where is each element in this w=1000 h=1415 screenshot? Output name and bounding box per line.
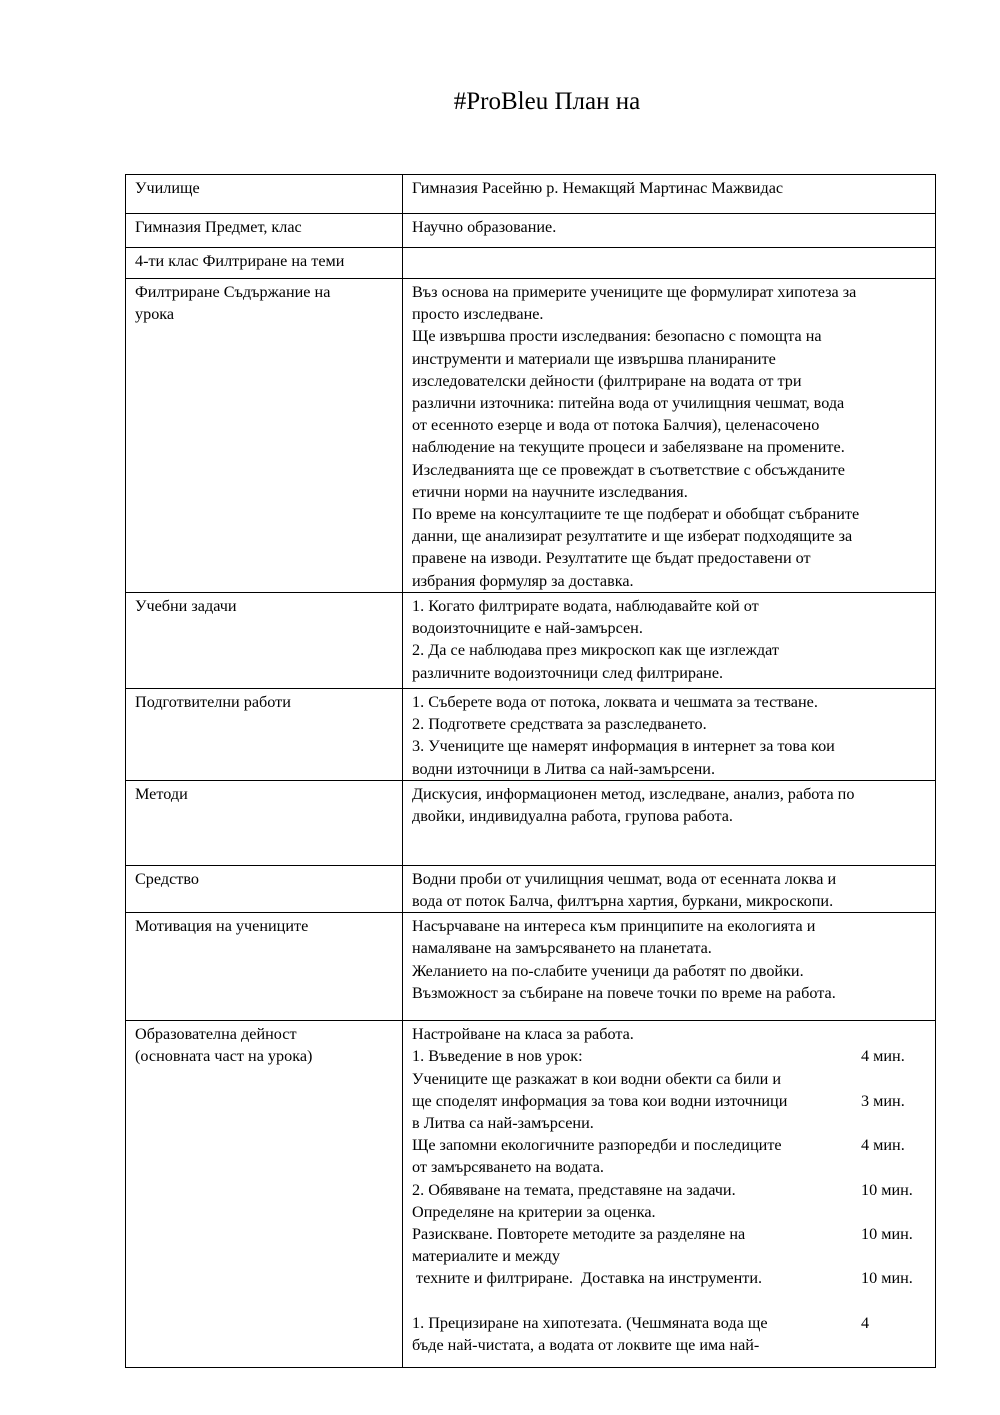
activity-line: Определяне на критерии за оценка. xyxy=(412,1202,656,1221)
activity-line xyxy=(412,1290,853,1312)
activity-line: бъде най-чистата, а водата от локвите ще има най- xyxy=(412,1336,760,1355)
activity-line: Ще запомни екологичните разпоредби и последиците xyxy=(412,1136,782,1155)
row-subject xyxy=(126,214,936,248)
value-content xyxy=(403,279,936,593)
text-line: 3. Учениците ще намерят информация в интернет за това кои xyxy=(412,737,835,756)
row-motivation xyxy=(126,913,936,1021)
text-line: Възможност за събиране на повече точки по време на работа. xyxy=(412,983,836,1002)
text-line: водоизточниците е най-замърсен. xyxy=(412,619,643,638)
label-school: Училище xyxy=(126,175,403,214)
activity-line: Настройване на класа за работа. xyxy=(412,1025,634,1044)
text-line: Желанието на по-слабите ученици да работят по двойки. xyxy=(412,961,804,980)
row-activity xyxy=(126,1021,936,1368)
time-cell: 4 мин. xyxy=(861,1136,905,1155)
value-subject: Научно образование. xyxy=(403,214,936,248)
time-cell: 10 мин. xyxy=(861,1180,913,1199)
label-line: Филтриране Съдържание на xyxy=(135,283,331,301)
row-grade xyxy=(126,248,936,279)
text-line: 1. Когато филтрирате водата, наблюдавайте кой от xyxy=(412,597,759,615)
value-grade xyxy=(403,248,936,279)
text-line: различни източника: питейна вода от училищния чешмат, вода xyxy=(412,394,845,413)
value-means xyxy=(403,865,936,912)
text-line: 2. Да се наблюдава през микроскоп как ще изглеждат xyxy=(412,641,779,660)
activity-schedule xyxy=(403,1021,935,1367)
text-line: просто изследване. xyxy=(412,305,544,324)
text-line: избрания формуляр за доставка. xyxy=(412,571,634,590)
text-line: вода от поток Балча, филтърна хартия, буркани, микроскопи. xyxy=(412,892,834,911)
activity-line: 1. Прецизиране на хипотезата. (Чешмяната вода ще xyxy=(412,1313,768,1332)
time-cell: 4 xyxy=(861,1313,870,1332)
text-line: Ще извършва прости изследвания: безопасно с помощта на xyxy=(412,327,822,346)
text-line: 1. Съберете вода от потока, локвата и чешмата за тестване. xyxy=(412,693,818,711)
text-line: различните водоизточници след филтриране. xyxy=(412,663,724,682)
label-means: Средство xyxy=(126,865,403,912)
row-methods xyxy=(126,780,936,865)
text-line: двойки, индивидуална работа, групова работа. xyxy=(412,807,733,826)
row-school xyxy=(126,175,936,214)
value-school: Гимназия Расейню р. Немакщяй Мартинас Мажвидас xyxy=(403,175,936,214)
activity-line: 1. Въведение в нов урок: xyxy=(412,1047,583,1066)
activity-line: Разискване. Повторете методите за разделяне на xyxy=(412,1225,746,1244)
time-cell xyxy=(861,1245,935,1267)
page-title: #ProBleu План на xyxy=(453,88,641,115)
row-content xyxy=(126,279,936,593)
time-cell: 3 мин. xyxy=(861,1091,905,1110)
label-methods: Методи xyxy=(126,780,403,865)
row-tasks xyxy=(126,593,936,689)
lesson-plan-table xyxy=(125,174,936,1368)
text-line: изследователски дейности (филтриране на водата от три xyxy=(412,371,802,390)
text-line: етични норми на научните изследвания. xyxy=(412,482,688,501)
time-column xyxy=(861,1021,935,1367)
label-prep: Подготвителни работи xyxy=(126,689,403,781)
value-tasks xyxy=(403,593,936,689)
row-prep xyxy=(126,689,936,781)
value-methods xyxy=(403,780,936,865)
text-line: данни, ще анализират резултатите и ще изберат подходящите за xyxy=(412,527,853,546)
activity-line: ще споделят информация за това кои водни източници xyxy=(412,1091,788,1110)
activity-line: материалите и между xyxy=(412,1247,560,1266)
activity-line: техните и филтриране. Доставка на инструменти. xyxy=(412,1269,763,1288)
label-line: урока xyxy=(135,305,175,324)
time-cell xyxy=(861,1156,935,1178)
row-means xyxy=(126,865,936,912)
text-line: инструменти и материали ще извършва планираните xyxy=(412,349,776,368)
text-line: Водни проби от училищния чешмат, вода от есенната локва и xyxy=(412,869,837,888)
time-cell: 10 мин. xyxy=(861,1225,913,1244)
time-cell xyxy=(861,1112,935,1134)
time-cell xyxy=(861,1334,935,1356)
text-line: правене на изводи. Резултатите ще бъдат предоставени от xyxy=(412,549,811,568)
text-line: намаляване на замърсяването на планетата. xyxy=(412,939,712,958)
activity-line: от замърсяването на водата. xyxy=(412,1158,604,1177)
time-cell xyxy=(861,1023,935,1045)
text-line: По време на консултациите те ще подберат и обобщат събраните xyxy=(412,505,860,524)
label-subject: Гимназия Предмет, клас xyxy=(126,214,403,248)
time-cell: 4 мин. xyxy=(861,1047,905,1066)
text-line: 2. Подгответе средствата за разследването. xyxy=(412,715,707,734)
text-line: наблюдение на текущите процеси и забелязване на промените. xyxy=(412,438,845,457)
label-line: (основната част на урока) xyxy=(135,1047,313,1066)
label-content xyxy=(126,279,403,593)
time-cell: 10 мин. xyxy=(861,1269,913,1288)
label-motivation: Мотивация на учениците xyxy=(126,913,403,1021)
label-grade: 4-ти клас Филтриране на теми xyxy=(126,248,403,279)
text-line: от есенното езерце и вода от потока Балчия), целенасочено xyxy=(412,416,820,435)
text-line: Насърчаване на интереса към принципите на екологията и xyxy=(412,917,816,936)
activity-line: в Литва са най-замърсени. xyxy=(412,1114,594,1133)
value-activity xyxy=(403,1021,936,1368)
text-line: Дискусия, информационен метод, изследване, анализ, работа по xyxy=(412,784,855,803)
label-activity xyxy=(126,1021,403,1368)
text-line: Изследванията ще се провеждат в съответствие с обсъжданите xyxy=(412,460,845,479)
label-line: Образователна дейност xyxy=(135,1025,297,1044)
text-line: водни източници в Литва са най-замърсени. xyxy=(412,759,716,778)
time-cell xyxy=(861,1201,935,1223)
value-prep xyxy=(403,689,936,781)
value-motivation xyxy=(403,913,936,1021)
time-cell xyxy=(861,1068,935,1090)
label-tasks: Учебни задачи xyxy=(126,593,403,689)
time-cell xyxy=(861,1290,935,1312)
text-line: Въз основа на примерите учениците ще формулират хипотеза за xyxy=(412,283,857,301)
activity-line: Учениците ще разкажат в кои водни обекти са били и xyxy=(412,1069,781,1088)
activity-line: 2. Обявяване на темата, представяне на задачи. xyxy=(412,1180,736,1199)
